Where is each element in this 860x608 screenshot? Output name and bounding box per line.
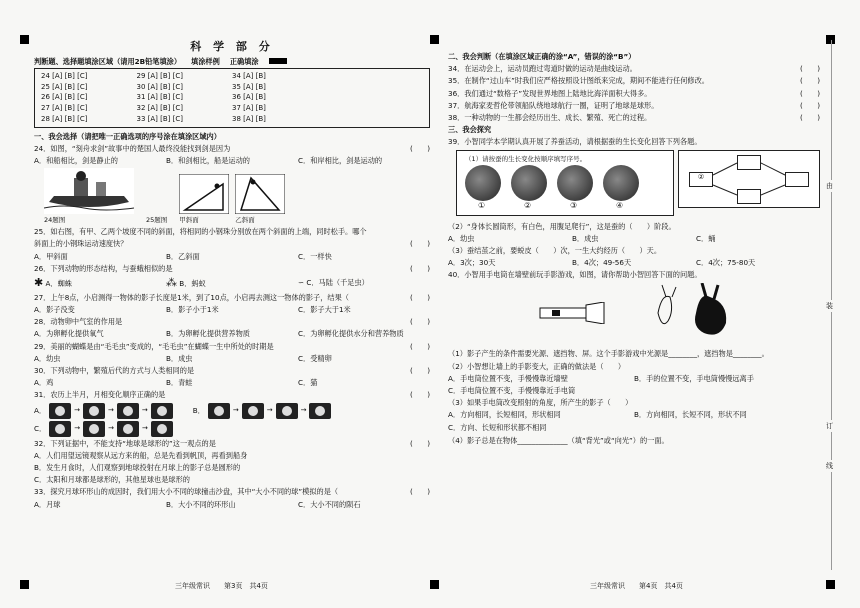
option: B．方向相同，长短不同，形状不同: [634, 410, 747, 420]
answer-bubble-row[interactable]: 26 [A] [B] [C]: [41, 93, 88, 102]
instruction-text: 判断题、选择题填涂区域（请用2B铅笔填涂）: [34, 56, 182, 66]
question-28: [34, 317, 430, 326]
question-text: 斜面上的小钢珠运动速度快？: [34, 239, 128, 249]
arrow-icon: →: [232, 406, 239, 415]
cycle-arrows: [679, 151, 819, 207]
arrow-icon: →: [74, 424, 81, 433]
stage-image: [557, 165, 593, 210]
moon-phase-icon: [117, 403, 139, 419]
question-30: [34, 366, 430, 375]
option: B．成虫: [572, 233, 599, 243]
question-31: [34, 390, 430, 399]
registration-mark: [826, 580, 835, 589]
option: B．乙斜面: [166, 251, 200, 261]
registration-mark: [20, 580, 29, 589]
answer-paren: ( ): [800, 64, 820, 74]
option: C．方向、长短和形状都不相同: [448, 422, 547, 432]
answer-paren: ( ): [410, 239, 430, 249]
arrow-icon: →: [266, 406, 273, 415]
life-cycle-diagram: [678, 150, 820, 208]
answer-bubble-row[interactable]: 32 [A] [B] [C]: [136, 104, 183, 112]
answer-paren: ( ): [410, 263, 430, 273]
answer-paren: ( ): [410, 438, 430, 448]
question-40: 40．小智用手电筒在墙壁前玩手影游戏，如图，请你帮助小智回答下面的问题。: [448, 270, 702, 280]
question-text: 32．下列证据中，不能支持“地球是球形的”这一观点的是: [34, 438, 216, 448]
answer-bubble-row[interactable]: 28 [A] [B] [C]: [41, 114, 88, 123]
answer-bubble-row[interactable]: [328, 82, 424, 93]
question-39: 39．小智同学本学期认真开展了养蚕活动，请根据蚕的生长变化回答下列各题。: [448, 137, 702, 147]
answer-bubble-row[interactable]: 38 [A] [B]: [232, 114, 266, 123]
moon-phase-row-a: [34, 403, 430, 419]
answer-paren: ( ): [800, 76, 820, 86]
question-27: [34, 293, 430, 302]
moon-phase-icon: [309, 403, 331, 419]
stage-label: ②: [524, 200, 532, 210]
section-heading: 三、我会探究: [448, 125, 492, 135]
option: C．猫: [298, 378, 318, 388]
option: A．甲斜面: [34, 251, 68, 261]
question-24: [34, 144, 430, 153]
answer-bubble-row[interactable]: [328, 103, 424, 114]
millipede-icon: ∽: [298, 278, 305, 288]
answer-paren: ( ): [410, 317, 430, 327]
option: A．方向相同，长短相同，形状相同: [448, 410, 561, 420]
answer-grid[interactable]: [34, 68, 430, 128]
fill-instructions: [34, 57, 430, 66]
registration-mark: [430, 580, 439, 589]
option: C．马陆（千足虫）: [306, 278, 369, 288]
moon-phase-icon: [83, 403, 105, 419]
question-text: 30．下列动物中，繁殖后代的方式与人类相同的是: [34, 366, 195, 375]
stage-label: ④: [616, 200, 624, 210]
answer-bubble-row[interactable]: 33 [A] [B] [C]: [136, 114, 183, 123]
option: C．太阳和月球都是球形的，其他星球也是球形的: [34, 475, 190, 485]
options-33: [34, 500, 430, 509]
options-40-3: [448, 410, 820, 419]
shadow-figures: [538, 283, 820, 343]
options-25: [34, 252, 430, 261]
option: B．影子小于1米: [166, 305, 219, 315]
question-25-cont: [34, 239, 430, 248]
option-label: B．: [192, 406, 205, 416]
question-26: [34, 264, 430, 273]
option: C．影子大于1米: [298, 305, 351, 315]
options-24: [34, 156, 430, 165]
section-heading: 一、我会选择（请把唯一正确选项的序号涂在填涂区域内）: [34, 131, 221, 141]
arrow-icon: →: [300, 406, 307, 415]
hand-shadow-illustration: [648, 283, 738, 343]
answer-paren: ( ): [800, 88, 820, 98]
moon-phase-icon: [151, 403, 173, 419]
arrow-icon: →: [74, 406, 80, 415]
page-title: 科 学 部 分: [190, 40, 274, 53]
left-column: [34, 40, 430, 512]
option-label: A．: [34, 406, 47, 416]
answer-paren: ( ): [800, 100, 820, 110]
binding-mark: 订: [826, 422, 833, 430]
answer-bubble-row[interactable]: 29 [A] [B] [C]: [136, 71, 183, 80]
question-text: 38．一种动物的一生都会经历出生、成长、繁殖、死亡的过程。: [448, 112, 652, 122]
stage-label: ③: [570, 200, 578, 210]
ramp-b-illustration: [235, 174, 285, 214]
stage-image: [465, 165, 501, 210]
question-text: 34．在运动会上，运动员跑过弯道时做的运动是曲线运动。: [448, 64, 637, 74]
question-text: 33．探究月球环形山的成因时，我们用大小不同的球撞击沙盘，其中“大小不同的球”模拟的是（: [34, 487, 339, 497]
option: B．蚂蚁: [179, 278, 206, 288]
answer-paren: ( ): [410, 390, 430, 400]
option: B．为卵孵化提供营养物质: [166, 329, 250, 339]
moon-phase-icon: [117, 421, 139, 437]
subquestion: （2）小智想让墙上的手影变大，正确的做法是（ ）: [448, 361, 626, 371]
subquestion: （3）如果手电筒改变照射的角度，所产生的影子（ ）: [448, 398, 633, 408]
answer-bubble-row[interactable]: 27 [A] [B] [C]: [41, 104, 88, 112]
moon-phase-icon: [242, 403, 264, 419]
question-32: [34, 439, 430, 448]
answer-bubble-row[interactable]: [328, 71, 424, 82]
option: C．大小不同的陨石: [298, 499, 361, 509]
registration-mark: [20, 35, 29, 44]
answer-paren: ( ): [410, 366, 430, 375]
question-34: [448, 64, 820, 73]
sample-label: 填涂样例: [191, 56, 220, 66]
binding-mark: 由: [826, 182, 833, 190]
option: B．大小不同的环形山: [166, 499, 236, 509]
answer-bubble-row[interactable]: 30 [A] [B] [C]: [136, 82, 183, 91]
question-35: [448, 76, 820, 85]
question-25: 25．如右图，有甲、乙两个坡度不同的斜面，将相同的小钢珠分别放在两个斜面的上端，同时松手。哪个: [34, 227, 367, 237]
option: B．4次；49-56天: [572, 258, 632, 268]
ant-icon: ⁂: [166, 275, 177, 289]
arrow-icon: →: [141, 406, 148, 415]
page-footer-left: 三年级常识 第3页 共4页: [175, 582, 268, 590]
stage-image: [603, 165, 639, 210]
answer-bubble-row[interactable]: 37 [A] [B]: [232, 104, 266, 112]
answer-bubble-row[interactable]: 36 [A] [B]: [232, 93, 266, 102]
subquestion: （4）影子总是在物体______________（填“背光”或“向光”）的一面。: [448, 435, 669, 445]
option: C．蛹: [696, 233, 716, 243]
subquestion: （1）影子产生的条件需要光源、遮挡物、屏。这个手影游戏中光源是________，遮挡物是________。: [448, 349, 769, 359]
option: C．4次；75-80天: [696, 258, 756, 268]
silkworm-stage-images: [456, 150, 674, 216]
boat-figure: [44, 168, 134, 224]
subquestion: （1）请按蚕的生长变化按顺序填写序号。: [465, 154, 587, 163]
options-28: [34, 329, 430, 338]
question-38: [448, 113, 820, 122]
ramp-a-illustration: [179, 174, 229, 214]
question-text: 36．我们通过“数格子”发现世界地图上陆地比海洋面积大得多。: [448, 88, 652, 98]
right-column: [448, 52, 820, 448]
moon-phase-row-c: [34, 421, 430, 437]
options-40-2: [448, 374, 820, 383]
option-label: C．: [34, 424, 47, 434]
answer-bubble-row[interactable]: [328, 114, 424, 125]
question-text: 29．美丽的蝴蝶是由“毛毛虫”变成的，“毛毛虫”在蝴蝶一生中所处的时期是: [34, 341, 274, 351]
section-heading: 二、我会判断（在填涂区域正确的涂“A”，错误的涂“B”）: [448, 52, 636, 61]
binding-mark: 线: [826, 462, 833, 470]
cycle-box[interactable]: ②: [689, 172, 713, 187]
option: B．发生月食时，人们观察到地球投射在月球上的影子总是圆形的: [34, 462, 241, 472]
options-27: [34, 305, 430, 314]
arrow-icon: →: [108, 424, 114, 433]
answer-bubble-row[interactable]: 35 [A] [B]: [232, 82, 266, 91]
option: B．青蛙: [166, 378, 193, 388]
moon-phase-icon: [83, 421, 105, 437]
option-b: [166, 276, 298, 290]
figure-caption: 24题图: [44, 216, 66, 225]
option: A．和船相比，剑是静止的: [34, 155, 118, 165]
filled-bubble-sample: [269, 58, 287, 64]
boat-illustration: [44, 168, 134, 214]
subquestion: （2）“身体长圆筒形，有白色，用腹足爬行”，这是蚕的（ ）阶段。: [448, 221, 676, 231]
option: A．幼虫: [34, 353, 61, 363]
moon-phase-icon: [49, 421, 71, 437]
option: A．蜘蛛: [45, 278, 72, 288]
options-39-3: [448, 258, 820, 267]
moon-phase-icon: [151, 421, 173, 437]
page-footer-right: 三年级常识 第4页 共4页: [590, 582, 683, 590]
options-30: [34, 378, 430, 387]
option: A．3次；30天: [448, 258, 496, 268]
question-text: 28．动物卵中气室的作用是: [34, 317, 123, 327]
answer-paren: ( ): [410, 292, 430, 302]
question-text: 27．上午8点，小启测得一物体的影子长度是1米，到了10点，小启再去测这一物体的影子，结果（: [34, 292, 349, 302]
answer-bubble-row[interactable]: 24 [A] [B] [C]: [41, 71, 88, 80]
option: A．鸡: [34, 378, 54, 388]
option-c: [298, 278, 430, 287]
option: C．为卵孵化提供水分和营养物质: [298, 329, 404, 339]
options-29: [34, 354, 430, 363]
option: A．人们用望远镜观察从远方来的船，总是先看到帆顶，再看到船身: [34, 450, 248, 460]
stage-image: [511, 165, 547, 210]
option: A．幼虫: [448, 233, 475, 243]
arrow-icon: →: [107, 406, 114, 415]
answer-bubble-row[interactable]: 25 [A] [B] [C]: [41, 82, 88, 91]
figures-24-25: [44, 168, 430, 224]
question-text: 37．航海家麦哲伦带领船队绕地球航行一圈，证明了地球是球形。: [448, 100, 659, 110]
option: A．影子没变: [34, 305, 75, 315]
correct-label: 正确填涂: [229, 56, 259, 66]
option: A．手电筒位置不变，手慢慢靠近墙壁: [448, 373, 568, 383]
flashlight-illustration: [538, 302, 608, 324]
option: C．和岸相比，剑是运动的: [298, 155, 383, 165]
question-text: 31．农历上半月，月相变化顺序正确的是: [34, 390, 166, 400]
option: A．月球: [34, 499, 61, 509]
question-33: [34, 487, 430, 496]
moon-phase-icon: [276, 403, 298, 419]
answer-paren: ( ): [800, 112, 820, 122]
option: B．手的位置不变，手电筒慢慢远离手: [634, 373, 754, 383]
moon-phase-icon: [208, 403, 230, 419]
ramp-b-label: 乙斜面: [235, 216, 255, 225]
option: C．一样快: [298, 251, 332, 261]
question-37: [448, 101, 820, 110]
option-a: [34, 276, 166, 290]
question-text: 35．在制作“过山车”时我们应严格按照设计图纸来完成，期间不能进行任何修改。: [448, 76, 709, 86]
answer-bubble-row[interactable]: [328, 92, 424, 103]
option: B．和剑相比，船是运动的: [166, 155, 250, 165]
question-text: 26．下列动物的形态结构，与蚕蛾相似的是: [34, 263, 173, 273]
registration-mark: [430, 35, 439, 44]
question-text: 24．如图，“刻舟求剑”故事中的楚国人最终没能找到剑是因为: [34, 143, 231, 153]
option: A．为卵孵化提供氧气: [34, 329, 104, 339]
subquestion: （3）蚕结茧之前，要蜕皮（ ）次，一生大约经历（ ）天。: [448, 246, 662, 255]
answer-bubble-row[interactable]: 31 [A] [B] [C]: [136, 93, 183, 102]
binding-mark: 装: [826, 302, 833, 310]
ramp-a-label: 甲斜面: [179, 216, 199, 225]
moon-phase-icon: [49, 403, 71, 419]
options-39-2: [448, 234, 820, 243]
answer-bubble-row[interactable]: 34 [A] [B]: [232, 71, 266, 80]
stage-label: ①: [478, 200, 486, 210]
arrow-icon: →: [141, 424, 148, 433]
silkworm-figures: [456, 150, 820, 216]
ramp-figures: [179, 174, 285, 224]
answer-paren: ( ): [410, 487, 430, 497]
figure-caption: 25题图: [146, 216, 168, 225]
answer-paren: ( ): [410, 143, 430, 153]
option: B．成虫: [166, 353, 193, 363]
options-26: [34, 276, 430, 290]
spider-icon: ✱: [34, 275, 44, 289]
option: C．受精卵: [298, 353, 332, 363]
question-36: [448, 89, 820, 98]
option: C．手电筒位置不变，手慢慢靠近手电筒: [448, 385, 576, 395]
question-29: [34, 342, 430, 351]
answer-paren: ( ): [410, 341, 430, 351]
